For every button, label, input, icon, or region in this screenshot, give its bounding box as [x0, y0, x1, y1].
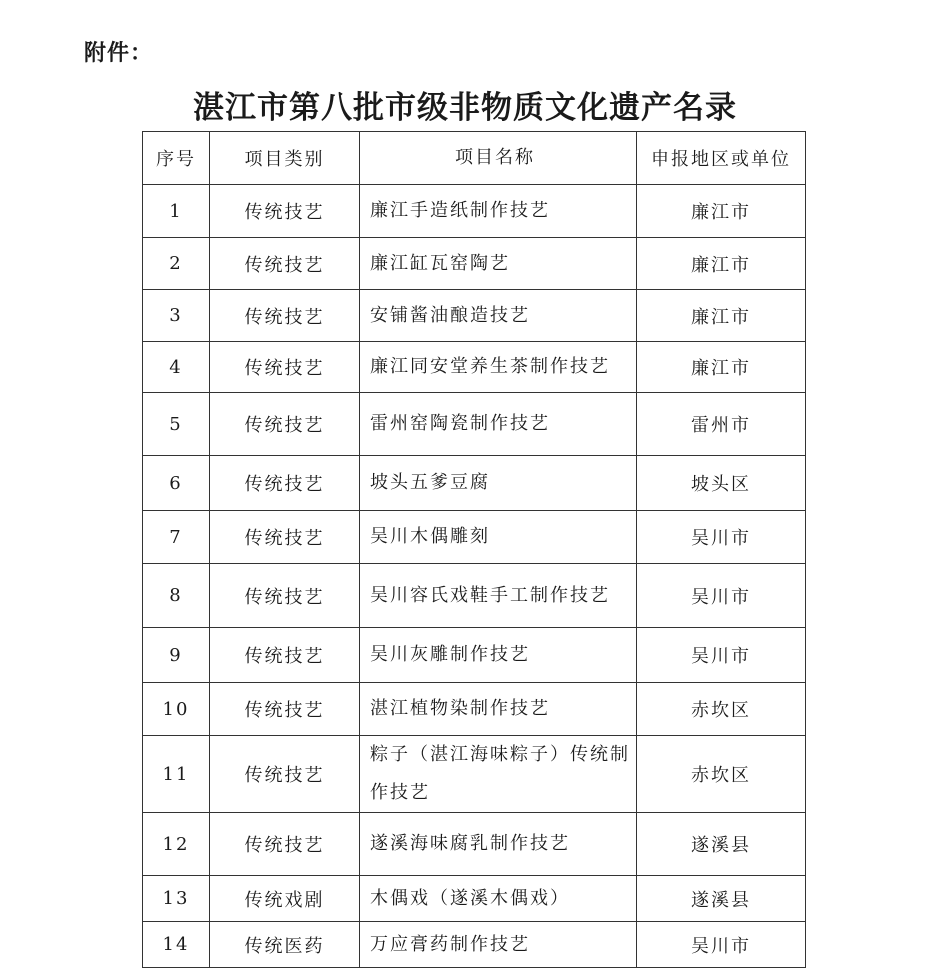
row-category: 传统技艺 — [210, 683, 360, 736]
table-row — [143, 922, 806, 968]
row-no: 3 — [143, 290, 210, 342]
row-name: 安铺酱油酿造技艺 — [360, 290, 637, 342]
row-unit: 吴川市 — [637, 511, 806, 564]
row-category: 传统技艺 — [210, 185, 360, 238]
header-unit: 申报地区或单位 — [637, 132, 806, 185]
row-no: 10 — [143, 683, 210, 736]
row-category: 传统医药 — [210, 922, 360, 968]
table-row — [143, 813, 806, 876]
table-row — [143, 683, 806, 736]
table-row — [143, 564, 806, 628]
row-no: 8 — [143, 564, 210, 628]
row-category: 传统技艺 — [210, 511, 360, 564]
table-row — [143, 511, 806, 564]
row-name: 吴川木偶雕刻 — [360, 511, 637, 564]
table-row — [143, 185, 806, 238]
row-no: 6 — [143, 456, 210, 511]
row-category: 传统技艺 — [210, 238, 360, 290]
row-unit: 遂溪县 — [637, 876, 806, 922]
header-name: 项目名称 — [360, 132, 637, 185]
row-category: 传统技艺 — [210, 813, 360, 876]
row-unit: 吴川市 — [637, 564, 806, 628]
table-header-row — [143, 132, 806, 185]
row-name: 坡头五爹豆腐 — [360, 456, 637, 511]
row-unit: 坡头区 — [637, 456, 806, 511]
row-no: 7 — [143, 511, 210, 564]
row-unit: 赤坎区 — [637, 683, 806, 736]
table-row — [143, 456, 806, 511]
table-row — [143, 876, 806, 922]
row-unit: 廉江市 — [637, 185, 806, 238]
row-no: 13 — [143, 876, 210, 922]
row-unit: 吴川市 — [637, 628, 806, 683]
row-unit: 廉江市 — [637, 238, 806, 290]
row-name: 粽子（湛江海味粽子）传统制作技艺 — [360, 736, 637, 813]
row-category: 传统技艺 — [210, 290, 360, 342]
header-no: 序号 — [143, 132, 210, 185]
row-name: 湛江植物染制作技艺 — [360, 683, 637, 736]
row-unit: 吴川市 — [637, 922, 806, 968]
row-category: 传统技艺 — [210, 628, 360, 683]
row-unit: 廉江市 — [637, 290, 806, 342]
row-no: 14 — [143, 922, 210, 968]
table-row — [143, 342, 806, 393]
row-name: 雷州窑陶瓷制作技艺 — [360, 393, 637, 456]
row-category: 传统技艺 — [210, 736, 360, 813]
row-no: 1 — [143, 185, 210, 238]
table-row — [143, 238, 806, 290]
row-name: 吴川容氏戏鞋手工制作技艺 — [360, 564, 637, 628]
row-unit: 雷州市 — [637, 393, 806, 456]
row-unit: 廉江市 — [637, 342, 806, 393]
table-row — [143, 628, 806, 683]
row-no: 11 — [143, 736, 210, 813]
row-name: 木偶戏（遂溪木偶戏） — [360, 876, 637, 922]
heritage-list-table — [142, 131, 806, 968]
table-row — [143, 393, 806, 456]
document-title: 湛江市第八批市级非物质文化遗产名录 — [193, 90, 737, 126]
attachment-label: 附件： — [84, 41, 154, 66]
row-name: 廉江手造纸制作技艺 — [360, 185, 637, 238]
row-category: 传统技艺 — [210, 564, 360, 628]
row-name: 廉江同安堂养生茶制作技艺 — [360, 342, 637, 393]
row-no: 5 — [143, 393, 210, 456]
row-no: 9 — [143, 628, 210, 683]
row-name: 吴川灰雕制作技艺 — [360, 628, 637, 683]
row-unit: 遂溪县 — [637, 813, 806, 876]
header-category: 项目类别 — [210, 132, 360, 185]
table-row — [143, 290, 806, 342]
row-category: 传统技艺 — [210, 393, 360, 456]
row-no: 12 — [143, 813, 210, 876]
row-unit: 赤坎区 — [637, 736, 806, 813]
row-name: 遂溪海味腐乳制作技艺 — [360, 813, 637, 876]
row-no: 2 — [143, 238, 210, 290]
row-name: 廉江缸瓦窑陶艺 — [360, 238, 637, 290]
row-name: 万应膏药制作技艺 — [360, 922, 637, 968]
table-row — [143, 736, 806, 813]
row-category: 传统技艺 — [210, 456, 360, 511]
row-no: 4 — [143, 342, 210, 393]
row-category: 传统戏剧 — [210, 876, 360, 922]
row-category: 传统技艺 — [210, 342, 360, 393]
